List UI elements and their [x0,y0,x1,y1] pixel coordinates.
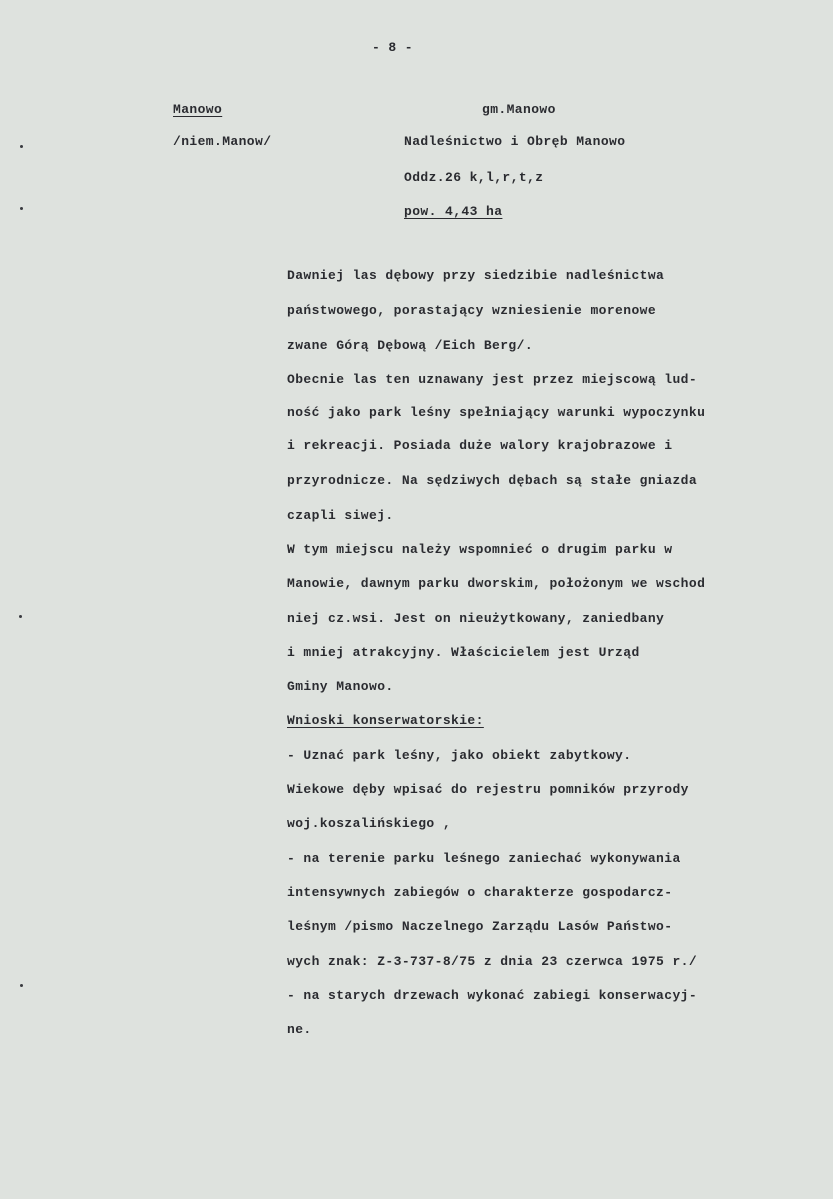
body-line: czapli siwej. [287,508,394,523]
margin-dot [19,615,22,618]
conclusions-heading: Wnioski konserwatorskie: [287,713,484,728]
body-line: Dawniej las dębowy przy siedzibie nadleśnictwa [287,268,665,283]
body-line: Gminy Manowo. [287,679,394,694]
margin-dot [20,207,23,210]
body-line: przyrodnicze. Na sędziwych dębach są stałe gniazda [287,473,698,488]
forest-section: Oddz.26 k,l,r,t,z [404,170,544,185]
body-line: W tym miejscu należy wspomnieć o drugim parku w [287,542,673,557]
location-name: Manowo [173,102,223,117]
conclusion-line: - na starych drzewach wykonać zabiegi konserwacyj- [287,988,698,1003]
body-line: i rekreacji. Posiada duże walory krajobrazowe i [287,438,673,453]
body-line: Obecnie las ten uznawany jest przez miejscową lud- [287,372,698,387]
margin-dot [20,984,23,987]
body-line: zwane Górą Dębową /Eich Berg/. [287,338,534,353]
body-line: i mniej atrakcyjny. Właścicielem jest Urząd [287,645,640,660]
body-line: państwowego, porastający wzniesienie morenowe [287,303,657,318]
conclusion-line: wych znak: Z-3-737-8/75 z dnia 23 czerwca 1975 r./ [287,954,698,969]
conclusion-line: intensywnych zabiegów o charakterze gospodarcz- [287,885,673,900]
commune-name: gm.Manowo [482,102,556,117]
conclusion-line: ne. [287,1022,312,1037]
page-number: - 8 - [372,40,414,55]
body-line: Manowie, dawnym parku dworskim, położonym we wschod [287,576,706,591]
conclusion-line: - na terenie parku leśnego zaniechać wykonywania [287,851,681,866]
conclusion-line: woj.koszalińskiego , [287,816,452,831]
body-line: ność jako park leśny spełniający warunki wypoczynku [287,405,706,420]
conclusion-line: leśnym /pismo Naczelnego Zarządu Lasów Państwo- [287,919,673,934]
body-line: niej cz.wsi. Jest on nieużytkowany, zaniedbany [287,611,665,626]
forestry-name: Nadleśnictwo i Obręb Manowo [404,134,626,149]
conclusion-line: Wiekowe dęby wpisać do rejestru pomników przyrody [287,782,689,797]
area-size: pow. 4,43 ha [404,204,503,219]
margin-dot [20,145,23,148]
location-german-name: /niem.Manow/ [173,134,272,149]
conclusion-line: - Uznać park leśny, jako obiekt zabytkowy. [287,748,632,763]
